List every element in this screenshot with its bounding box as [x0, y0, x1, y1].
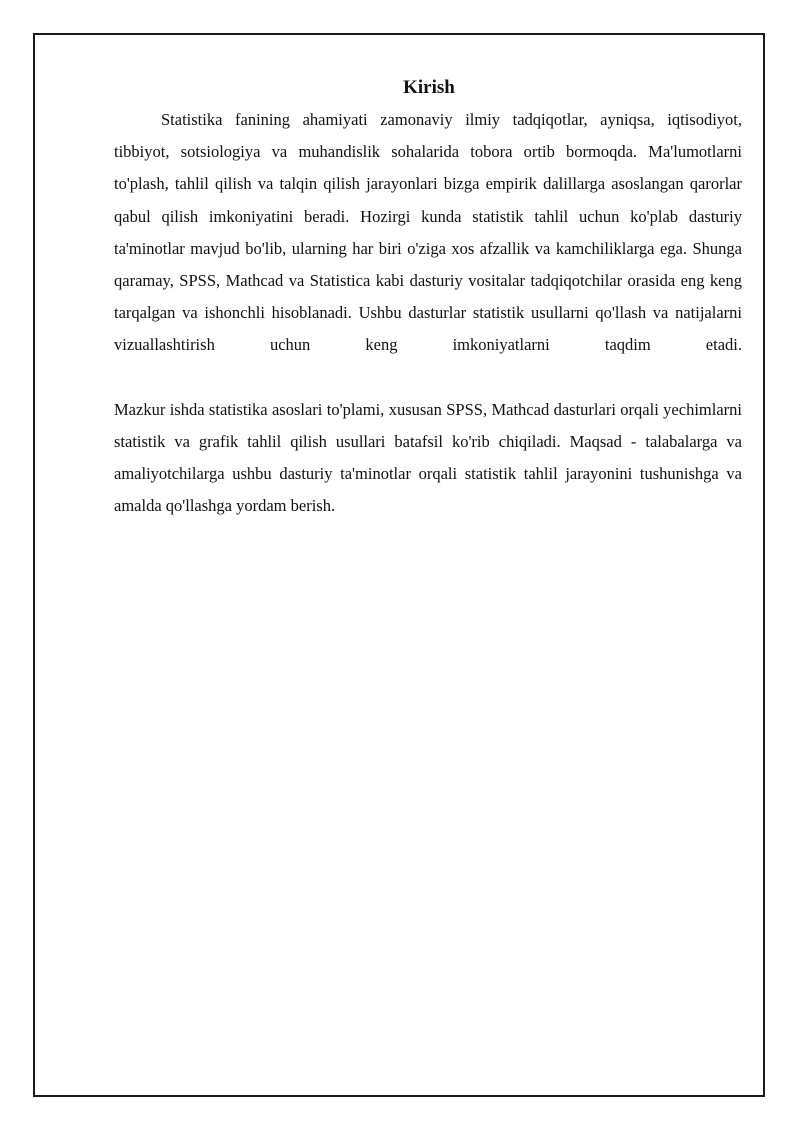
page-title: Kirish — [403, 77, 455, 98]
intro-paragraph: Statistika fanining ahamiyati zamonaviy ilmiy tadqiqotlar, ayniqsa, iqtisodiyot, tibbiyot, sotsiologiya va muhandislik sohalarida tobora ortib bormoqda. Ma'lumotlarni to'plash, tahlil qilish va talqin qilish jarayonlari bizga empirik dalillarga asoslangan qarorlar qabul qilish imkoniyatini beradi. Hozirgi kunda statistik tahlil uchun ko'plab dasturiy ta'minotlar mavjud bo'lib, ularning har biri o'ziga xos afzallik va kamchiliklarga ega. Shunga qaramay, SPSS, Mathcad va Statistica kabi dasturiy vositalar tadqiqotchilar orasida eng keng tarqalgan va ishonchli hisoblanadi. Ushbu dasturlar statistik usullarni qo'llash va natijalarni vizuallashtirish uchun keng imkoniyatlarni taqdim etadi. — [114, 110, 742, 355]
purpose-paragraph: Mazkur ishda statistika asoslari to'plami, xususan SPSS, Mathcad dasturlari orqali yechimlarni statistik va grafik tahlil qilish usullari batafsil ko'rib chiqiladi. Maqsad - talabalarga va amaliyotchilarga ushbu dasturiy ta'minotlar orqali statistik tahlil jarayonini tushunishga va amalda qo'llashga yordam berish. — [114, 399, 742, 516]
paragraph-spacer — [114, 362, 742, 394]
document-body — [114, 74, 742, 522]
